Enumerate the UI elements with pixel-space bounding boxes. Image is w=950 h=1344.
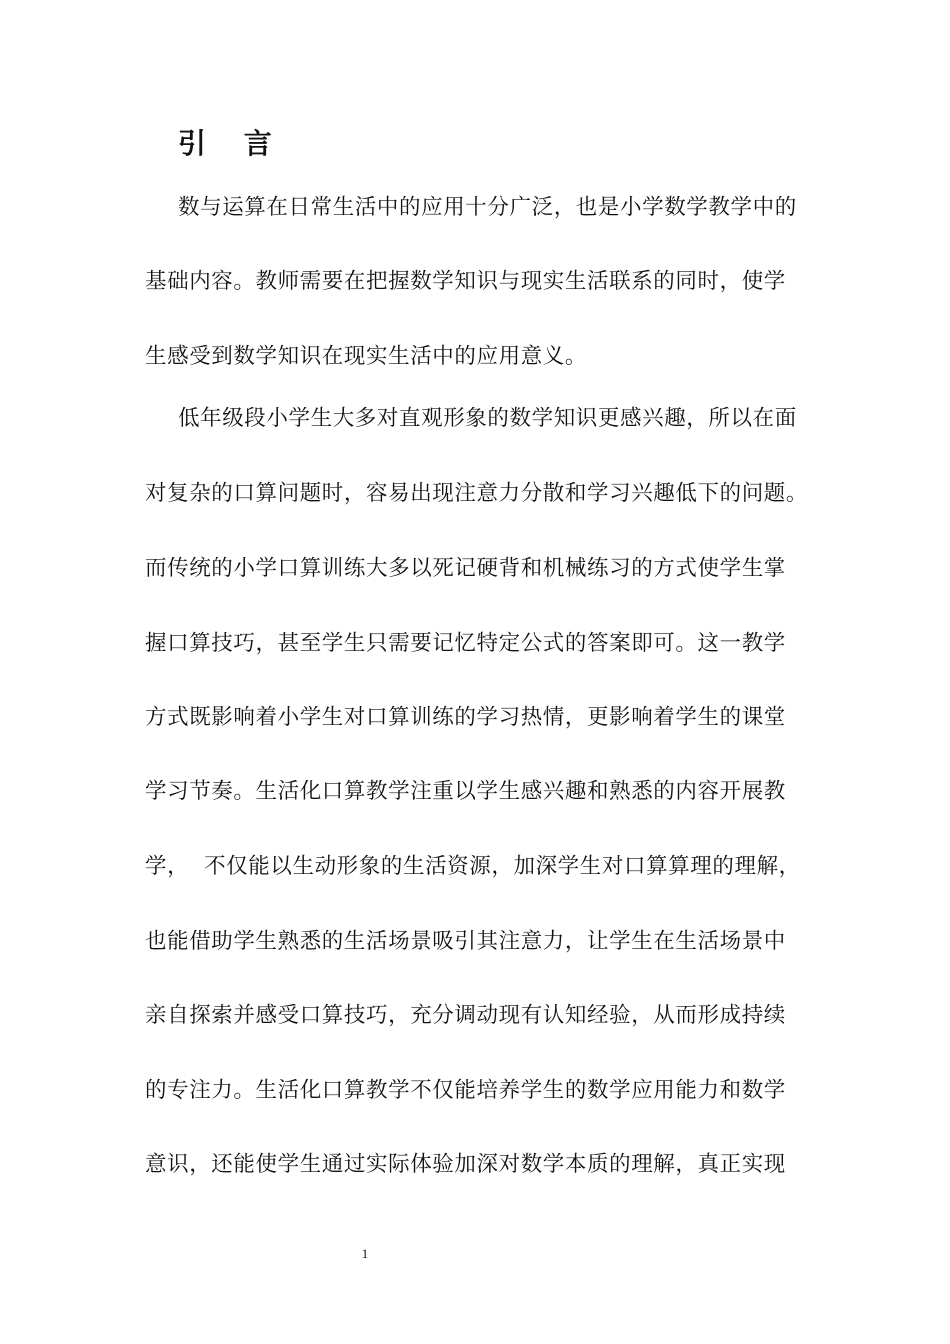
paragraph-line: 基础内容。教师需要在把握数学知识与现实生活联系的同时，使学	[145, 269, 786, 294]
paragraph-line: 也能借助学生熟悉的生活场景吸引其注意力，让学生在生活场景中	[145, 929, 786, 954]
page-heading: 引 言	[178, 127, 286, 160]
paragraph-line: 数与运算在日常生活中的应用十分广泛，也是小学数学教学中的	[178, 195, 797, 220]
paragraph-line: 意识，还能使学生通过实际体验加深对数学本质的理解，真正实现	[145, 1152, 786, 1177]
paragraph-line: 而传统的小学口算训练大多以死记硬背和机械练习的方式使学生掌	[145, 556, 786, 581]
paragraph-line: 学， 不仅能以生动形象的生活资源，加深学生对口算算理的理解，	[145, 854, 801, 879]
paragraph-line: 的专注力。生活化口算教学不仅能培养学生的数学应用能力和数学	[145, 1078, 786, 1103]
paragraph-line: 学习节奏。生活化口算教学注重以学生感兴趣和熟悉的内容开展教	[145, 779, 786, 804]
paragraph-line: 握口算技巧，甚至学生只需要记忆特定公式的答案即可。这一教学	[145, 631, 786, 656]
paragraph-line: 生感受到数学知识在现实生活中的应用意义。	[145, 344, 588, 369]
paragraph-line: 方式既影响着小学生对口算训练的学习热情，更影响着学生的课堂	[145, 705, 786, 730]
page-number: 1	[361, 1246, 369, 1261]
paragraph-line: 对复杂的口算问题时，容易出现注意力分散和学习兴趣低下的问题。	[145, 481, 809, 506]
paragraph-line: 低年级段小学生大多对直观形象的数学知识更感兴趣，所以在面	[178, 406, 797, 431]
paragraph-line: 亲自探索并感受口算技巧，充分调动现有认知经验，从而形成持续	[145, 1003, 786, 1028]
